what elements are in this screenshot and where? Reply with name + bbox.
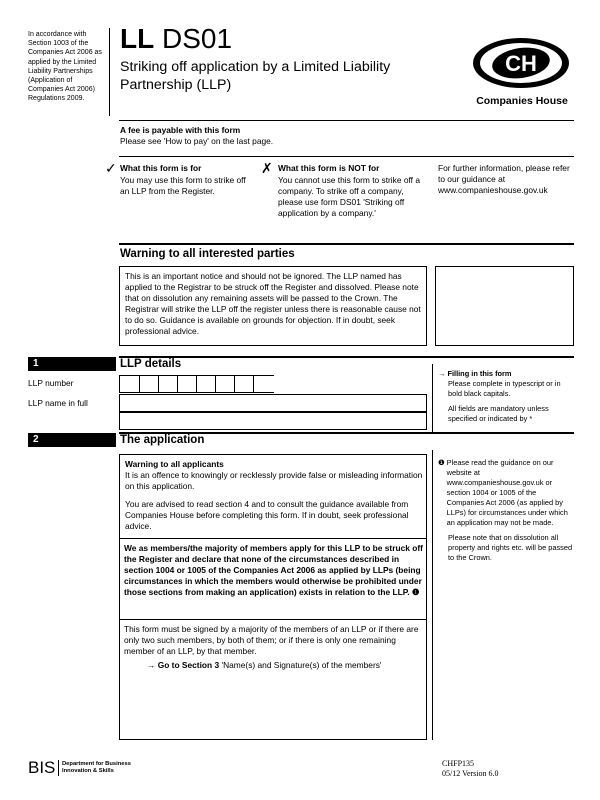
cross-icon: ✗ bbox=[261, 160, 273, 176]
info-top-rule bbox=[119, 156, 574, 157]
section-1-side-divider bbox=[432, 364, 433, 432]
llp-name-label: LLP name in full bbox=[28, 398, 88, 408]
declaration-text: We as members/the majority of members apply for this LLP to be struck off the Register and declare that none of the circumstances described in section 1004 or 1005 of the Companies Act 2006 as applied by LLPs (being circumstances in which the members would otherwise be prohibited under those sections from making an application) exists in relation to the LLP. ❶ bbox=[124, 543, 423, 597]
fee-text: Please see 'How to pay' on the last page. bbox=[120, 136, 274, 146]
llp-number-label: LLP number bbox=[28, 378, 74, 388]
warning-all-box bbox=[119, 266, 427, 346]
for-text: You may use this form to strike off an LLP from the Register. bbox=[120, 175, 246, 196]
check-icon: ✓ bbox=[105, 160, 117, 176]
llp-name-input-line2[interactable] bbox=[119, 412, 427, 430]
sign-text: This form must be signed by a majority of the members of an LLP or if there are only two such members, by both of them; or if there is only one remaining member of an LLP, by that member. bbox=[124, 624, 419, 656]
filling-note: → Filling in this form Please complete in typescript or in bold black capitals. All fields are mandatory unless specified or indicated by * bbox=[438, 369, 561, 423]
section-2-number: 2 bbox=[28, 433, 116, 447]
fee-top-rule bbox=[119, 120, 574, 121]
logo-name: Companies House bbox=[476, 95, 568, 107]
section-2-side-divider bbox=[432, 450, 433, 740]
note-bullet-icon: ❶ bbox=[409, 587, 420, 597]
warning-side-box bbox=[435, 266, 574, 346]
goto-arrow-icon: → bbox=[147, 660, 158, 670]
form-version: CHFP135 05/12 Version 6.0 bbox=[442, 759, 499, 778]
warning-applicants-title: Warning to all applicants bbox=[125, 459, 224, 469]
form-title: Striking off application by a Limited Liability Partnership (LLP) bbox=[120, 59, 391, 93]
form-code: LL DS01 bbox=[120, 23, 233, 54]
llp-number-input[interactable] bbox=[119, 375, 274, 393]
section-2-side-notes: ❶ Please read the guidance on our website at www.companieshouse.gov.uk or section 1004 or 1005 of the Companies Act 2006 (as applied by LLPs) for circumstances under which an application may not be made. Please note that on dissolution all property and rights etc. will be passed to the Crown. bbox=[438, 458, 573, 562]
section-1-title: LLP details bbox=[120, 358, 182, 370]
info-bullet-icon: ❶ bbox=[438, 458, 445, 467]
section-1-rule bbox=[119, 356, 574, 358]
goto-section-3-link[interactable]: → Go to Section 3 'Name(s) and Signature(s) of the members' bbox=[147, 660, 382, 670]
department-name: Department for Business Innovation & Skills bbox=[62, 761, 131, 774]
bis-divider bbox=[58, 760, 59, 776]
warning-top-rule bbox=[119, 243, 574, 245]
further-info: For further information, please refer to our guidance at www.companieshouse.gov.uk bbox=[438, 163, 570, 195]
bis-logo: BIS bbox=[28, 758, 56, 777]
logo-letters: CH bbox=[505, 51, 537, 76]
section-2-title: The application bbox=[120, 434, 205, 446]
fee-title: A fee is payable with this form bbox=[120, 125, 241, 135]
declaration-bottom-rule bbox=[119, 619, 427, 620]
warning-applicants-text2: You are advised to read section 4 and to consult the guidance available from Companies House before completing this form. If in doubt, seek professional advice. bbox=[125, 499, 409, 531]
not-for-text: You cannot use this form to strike off a company. To strike off a company, please use form DS01 'Striking off application by a company.' bbox=[278, 175, 420, 218]
arrow-right-icon: → bbox=[438, 369, 448, 378]
for-title: What this form is for bbox=[120, 163, 202, 173]
warning-all-text: This is an important notice and should not be ignored. The LLP named has applied to the Registrar to be struck off the Register and dissolved. Please note that on dissolution any remaining assets will be passed to the Crown. The Registrar will strike the LLP off the register unless there is reasonable cause not to do so. Guidance is available on grounds for objection. If in doubt, seek professional advice. bbox=[125, 271, 421, 336]
header-divider bbox=[109, 28, 110, 116]
companies-house-logo bbox=[468, 35, 574, 111]
llp-name-input-line1[interactable] bbox=[119, 394, 427, 412]
legal-note: In accordance with Section 1003 of the Companies Act 2006 as applied by the Limited Liability Partnerships (Application of Companies Act 2006) Regulations 2009. bbox=[28, 31, 102, 103]
warning-all-title: Warning to all interested parties bbox=[120, 248, 295, 260]
declaration-top-rule bbox=[119, 538, 427, 539]
section-1-number: 1 bbox=[28, 357, 116, 371]
warning-applicants-text1: It is an offence to knowingly or recklessly provide false or misleading information on this application. bbox=[125, 470, 423, 491]
not-for-title: What this form is NOT for bbox=[278, 163, 380, 173]
